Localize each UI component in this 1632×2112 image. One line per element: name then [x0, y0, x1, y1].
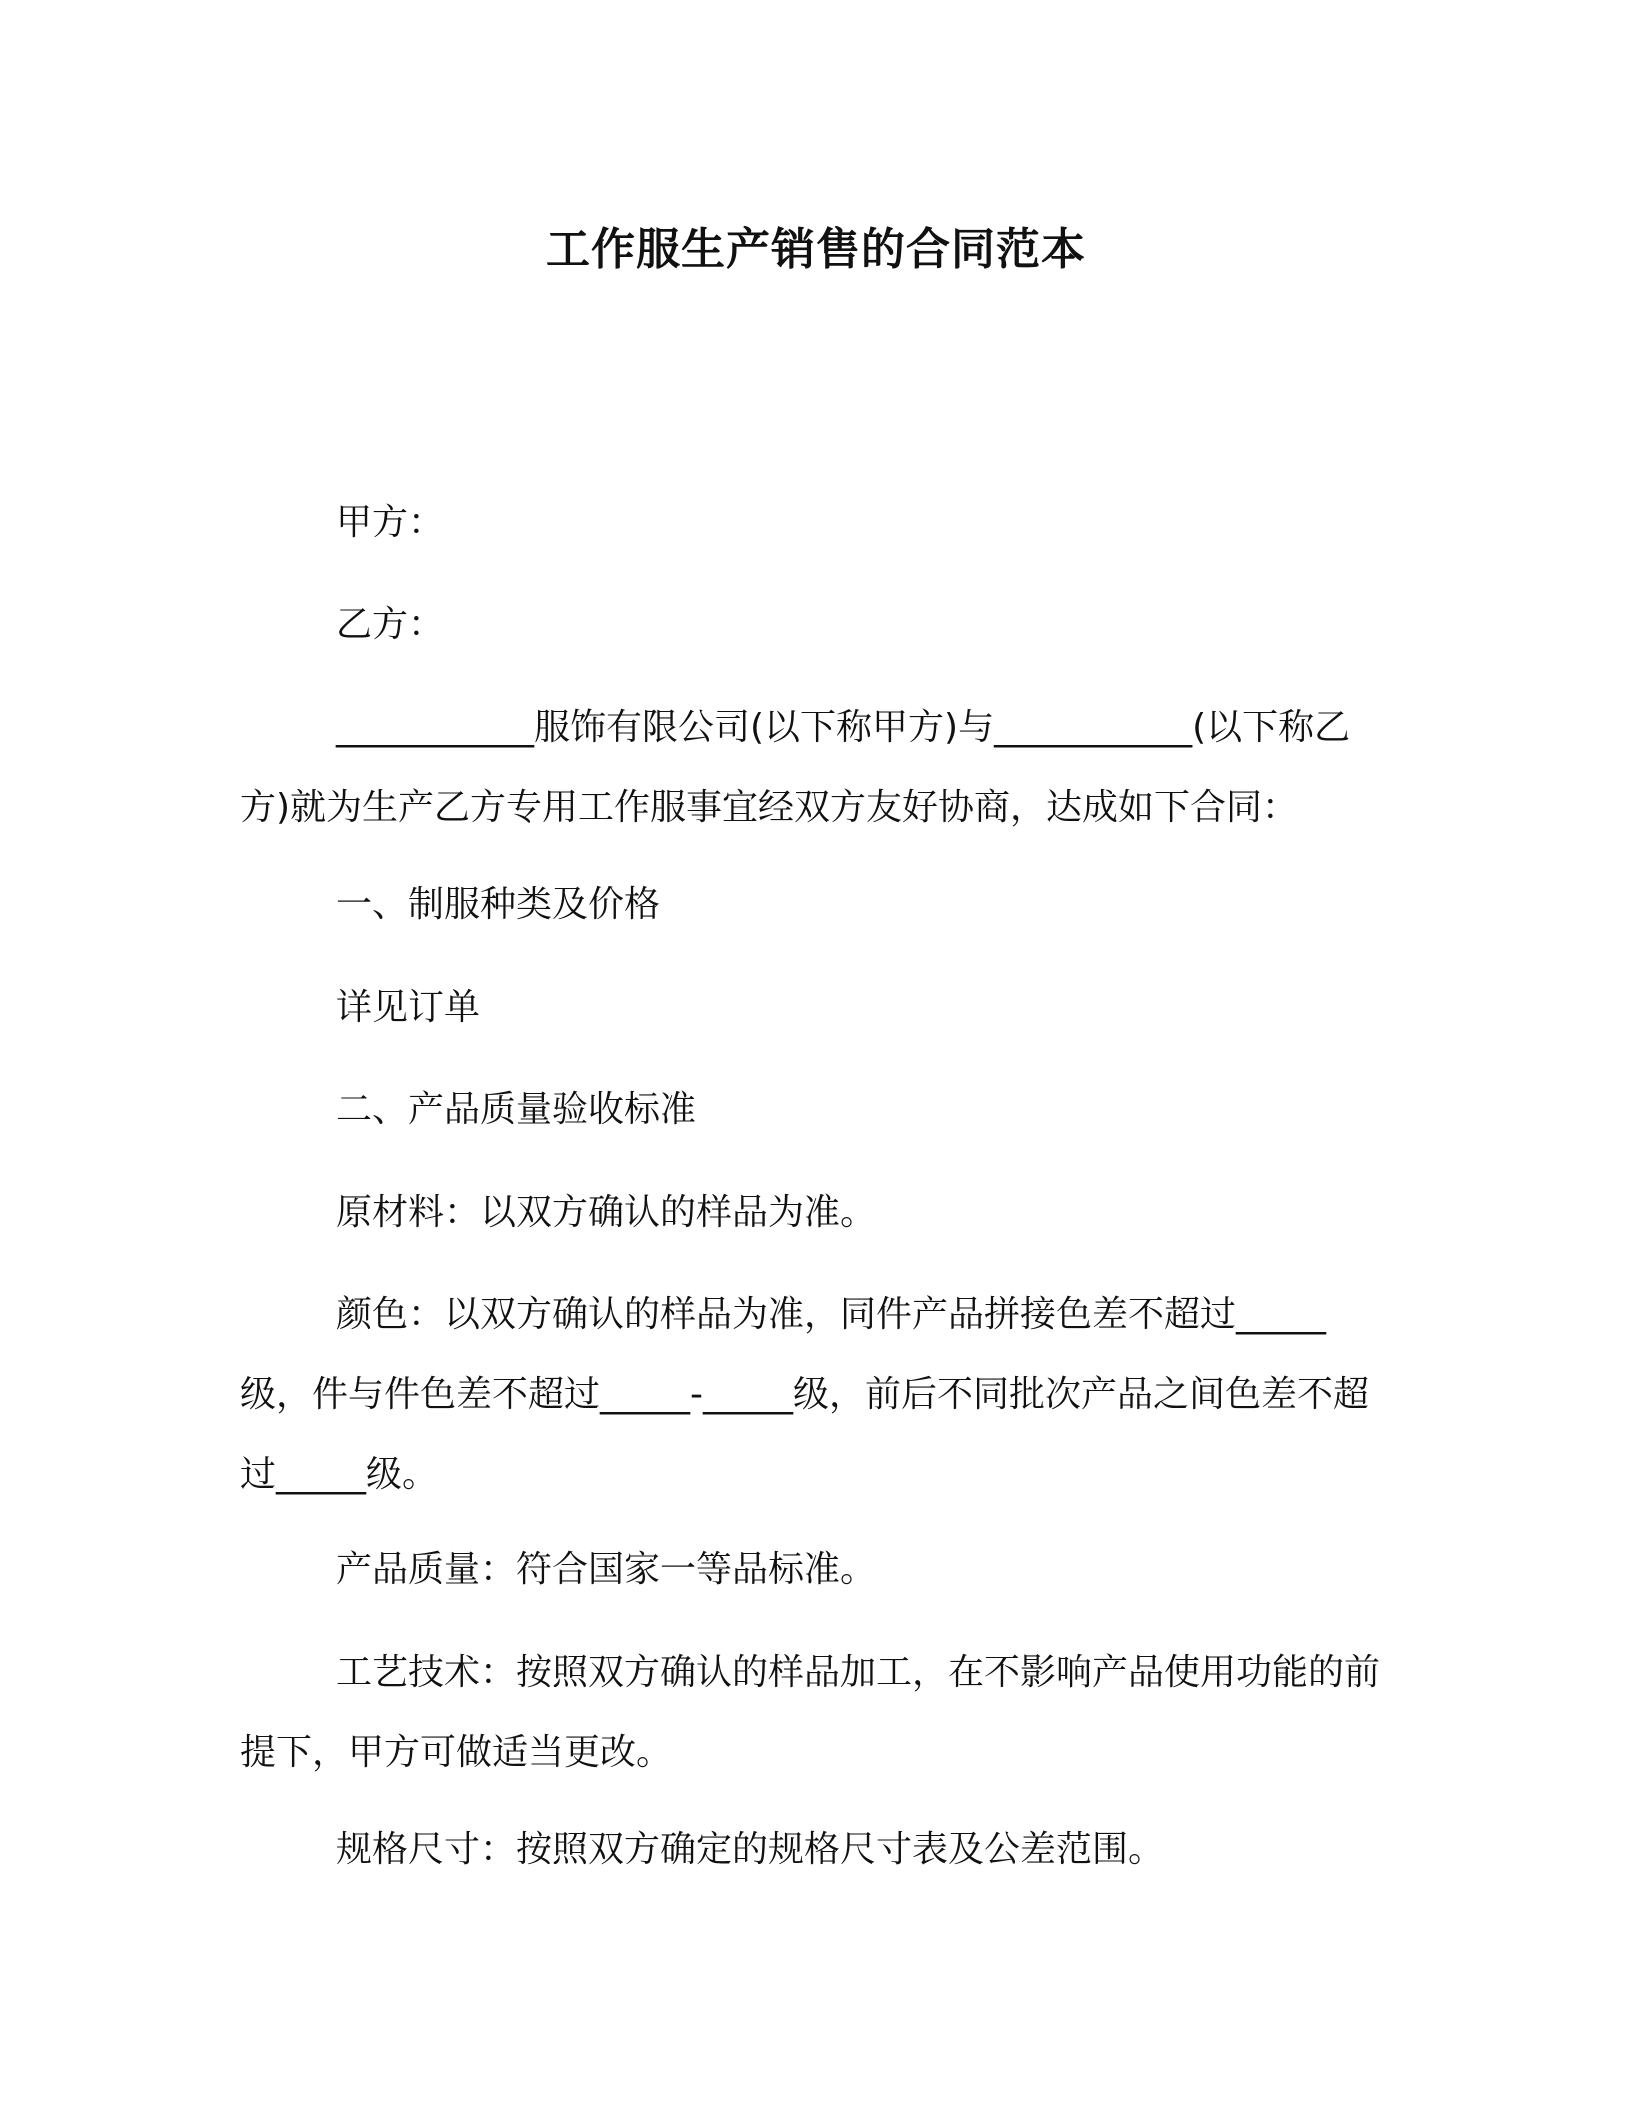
party-b-line: 乙方： [336, 604, 445, 645]
craftsmanship-clause: 工艺技术：按照双方确认的样品加工，在不影响产品使用功能的前提下，甲方可做适当更改。 [240, 1652, 1381, 1773]
document-title: 工作服生产销售的合同范本 [546, 224, 1086, 275]
section-2-heading: 二、产品质量验收标准 [336, 1089, 697, 1130]
quality-clause: 产品质量：符合国家一等品标准。 [336, 1549, 877, 1590]
party-a-line: 甲方： [336, 502, 445, 543]
raw-material-clause: 原材料：以双方确认的样品为准。 [336, 1192, 877, 1233]
color-clause: 颜色：以双方确认的样品为准，同件产品拼接色差不超过_____级，件与件色差不超过_____-_____级，前后不同批次产品之间色差不超过_____级。 [240, 1294, 1369, 1495]
section-1-body: 详见订单 [336, 987, 481, 1028]
intro-paragraph: ___________服饰有限公司(以下称甲方)与___________(以下称乙方)就为生产乙方专用工作服事宜经双方友好协商，达成如下合同： [240, 707, 1351, 828]
section-1-heading: 一、制服种类及价格 [336, 884, 661, 925]
specification-clause: 规格尺寸：按照双方确定的规格尺寸表及公差范围。 [336, 1829, 1165, 1870]
